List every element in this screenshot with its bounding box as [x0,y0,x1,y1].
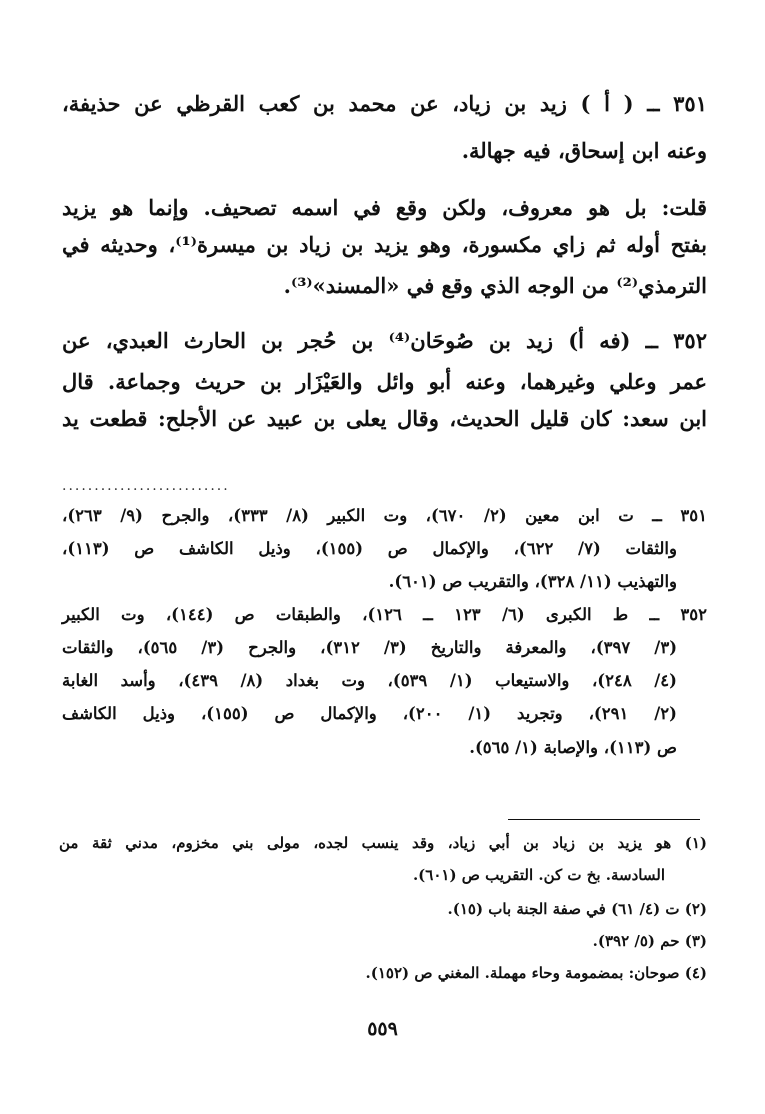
reference-line: والثقات (٧/ ٦٢٢)، والإكمال ص (١٥٥)، وذيل الكاشف ص (١١٣)، [62,539,677,558]
page-number: ٥٥٩ [367,1018,398,1040]
reference-line: (٣/ ٣٩٧)، والمعرفة والتاريخ (٣/ ٣١٢)، والجرح (٣/ ٥٦٥)، والثقات [62,638,678,657]
reference-line: ص (١١٣)، والإصابة (١/ ٥٦٥). [469,738,677,757]
main-text-line: ابن سعد: كان قليل الحديث، وقال يعلى بن عبيد عن الأجلح: قطعت يد [62,406,707,431]
main-text-line: عمر وعلي وغيرهما، وعنه أبو وائل والعَيْزَار بن حريث وجماعة. قال [62,369,707,394]
footnote-line: السادسة. بخ ت كن. التقريب ص (٦٠١). [412,866,665,884]
footnote-line: (٢) ت (٤/ ٦١) في صفة الجنة باب (١٥). [447,900,707,918]
reference-line: والتهذيب (١١/ ٣٢٨)، والتقريب ص (٦٠١). [388,572,677,591]
footnote-line: (١) هو يزيد بن زياد بن أبي زياد، وقد ينسب لجده، مولى بني مخزوم، مدني ثقة من [59,834,707,852]
footnote-line: (٤) صوحان: بمضمومة وحاء مهملة. المغني ص (١٥٢). [365,964,707,982]
main-text-line: الترمذي⁽²⁾ من الوجه الذي وقع في «المسند»⁽³⁾. [283,273,707,298]
footnote-line: (٣) حم (٥/ ٣٩٢). [592,932,707,950]
main-text-line: قلت: بل هو معروف، ولكن وقع في اسمه تصحيف. وإنما هو يزيد [62,195,707,220]
dotted-separator: .......................... [62,478,230,494]
footnote-rule [508,819,700,820]
main-text-line: وعنه ابن إسحاق، فيه جهالة. [461,138,707,163]
main-text-line: ٣٥٢ ــ (فه أ) زيد بن صُوحَان⁽⁴⁾ بن حُجر بن الحارث العبدي، عن [62,328,707,353]
reference-line: (٤/ ٢٤٨)، والاستيعاب (١/ ٥٣٩)، وت بغداد (٨/ ٤٣٩)، وأسد الغابة [62,671,677,690]
reference-line: (٢/ ٢٩١)، وتجريد (١/ ٢٠٠)، والإكمال ص (١٥٥)، وذيل الكاشف [62,704,677,723]
reference-line: ٣٥٢ ــ ط الكبرى (٦/ ١٢٣ ــ ١٢٦)، والطبقات ص (١٤٤)، وت الكبير [62,605,707,624]
main-text-line: بفتح أوله ثم زاي مكسورة، وهو يزيد بن زياد بن ميسرة⁽¹⁾، وحديثه في [62,232,707,257]
main-text-line: ٣٥١ ــ ( أ ) زيد بن زياد، عن محمد بن كعب القرظي عن حذيفة، [62,91,707,116]
reference-line: ٣٥١ ــ ت ابن معين (٢/ ٦٧٠)، وت الكبير (٨/ ٣٣٣)، والجرح (٩/ ٢٦٣)، [62,506,707,525]
